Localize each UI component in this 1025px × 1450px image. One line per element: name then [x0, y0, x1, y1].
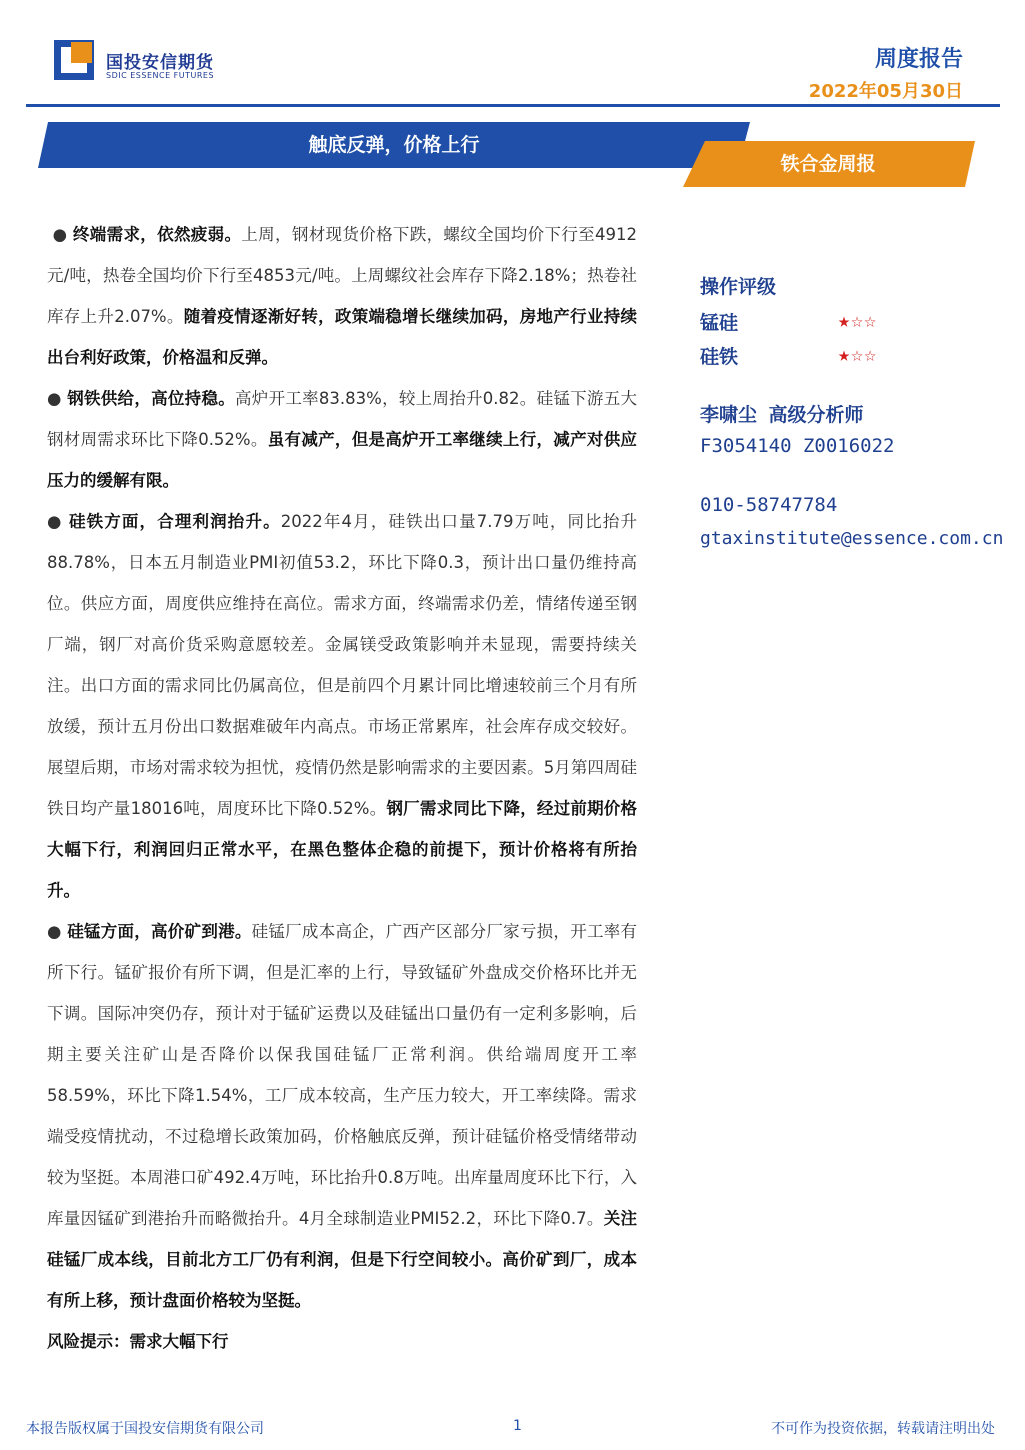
paragraph-heading: 钢铁供给，高位持稳。	[67, 389, 236, 408]
footer-copyright: 本报告版权属于国投安信期货有限公司	[26, 1421, 264, 1437]
header-divider	[26, 104, 1000, 107]
paragraph-conclusion: 虽有减产，但是高炉开工率继续上行，减产对供应压力的缓解有限。	[47, 430, 638, 490]
paragraph-heading: 终端需求，依然疲弱。	[72, 225, 242, 244]
footer-disclaimer: 不可作为投资依据，转载请注明出处	[771, 1421, 995, 1437]
report-title: 触底反弹，价格上行	[308, 134, 480, 156]
rating-name-fesi: 硅铁	[700, 346, 739, 368]
paragraph-text: 硅锰厂成本高企，广西产区部分厂家亏损，开工率有所下行。锰矿报价有所下调，但是汇率的上行，导致锰矿外盘成交价格环比并无下调。国际冲突仍存，预计对于锰矿运费以及硅锰出口量仍有一定利多影响，后期主要关注矿山是否降价以保我国硅锰厂正常利润。供给端周度开工率58.59%，环比下降1.54%，工厂成本较高，生产压力较大，开工率续降。需求端受疫情扰动，不过稳增长政策加码，价格触底反弹，预计硅锰价格受情绪带动较为坚挺。本周港口矿492.4万吨，环比抬升0.8万吨。出库量周度环比下行，入库量因锰矿到港抬升而略微抬升。4月全球制造业PMI52.2，环比下降0.7。	[47, 922, 637, 1228]
logo-text-en: SDIC ESSENCE FUTURES	[106, 71, 215, 80]
report-body	[47, 214, 637, 1362]
contact-phone: 010-58747784	[700, 494, 838, 516]
report-category: 铁合金周报	[780, 153, 876, 175]
report-date: 2022年05月30日	[808, 81, 963, 102]
paragraph-conclusion: 关注硅锰厂成本线，目前北方工厂仍有利润，但是下行空间较小。高价矿到厂，成本有所上移，预计盘面价格较为坚挺。	[47, 1209, 638, 1310]
rating-title: 操作评级	[700, 276, 777, 298]
paragraph-heading: 硅锰方面，高价矿到港。	[67, 922, 252, 941]
bullet: ●	[47, 512, 69, 531]
page-number: 1	[513, 1418, 522, 1434]
bullet: ●	[47, 922, 68, 941]
paragraph-demand	[47, 214, 637, 378]
bullet: ●	[47, 389, 68, 408]
bullet: ●	[52, 225, 73, 244]
logo-mark-icon	[54, 40, 94, 80]
company-logo	[54, 40, 234, 88]
risk-warning: 风险提示：需求大幅下行	[47, 1332, 229, 1351]
report-type: 周度报告	[874, 47, 963, 72]
paragraph-supply	[47, 378, 637, 501]
paragraph-heading: 硅铁方面，合理利润抬升。	[68, 512, 281, 531]
rating-name-simn: 锰硅	[700, 312, 739, 334]
paragraph-conclusion: 随着疫情逐渐好转，政策端稳增长继续加码，房地产行业持续出台利好政策，价格温和反弹。	[47, 307, 638, 367]
paragraph-ferrosilicon	[47, 501, 637, 911]
rating-stars-fesi: ★☆☆	[838, 342, 878, 366]
paragraph-text: 2022年4月，硅铁出口量7.79万吨，同比抬升88.78%，日本五月制造业PMI初值53.2，环比下降0.3，预计出口量仍维持高位。供应方面，周度供应维持在高位。需求方面，终端需求仍差，情绪传递至钢厂端，钢厂对高价货采购意愿较差。金属镁受政策影响并未显现，需要持续关注。出口方面的需求同比仍属高位，但是前四个月累计同比增速较前三个月有所放缓，预计五月份出口数据难破年内高点。市场正常累库，社会库存成交较好。展望后期，市场对需求较为担忧，疫情仍然是影响需求的主要因素。5月第四周硅铁日均产量18016吨，周度环比下降0.52%。	[47, 512, 638, 818]
paragraph-conclusion: 钢厂需求同比下降，经过前期价格大幅下行，利润回归正常水平，在黑色整体企稳的前提下，预计价格将有所抬升。	[47, 799, 638, 900]
logo-text-cn: 国投安信期货	[106, 53, 214, 73]
paragraph-silicomanganese	[47, 911, 637, 1321]
paragraph-text: 高炉开工率83.83%，较上周抬升0.82。硅锰下游五大钢材周需求环比下降0.52%。	[47, 389, 637, 449]
rating-stars-simn: ★☆☆	[838, 308, 878, 332]
contact-email[interactable]: gtaxinstitute@essence.com.cn	[700, 528, 1004, 549]
analyst-license: F3054140 Z0016022	[700, 435, 895, 457]
paragraph-text: 上周，钢材现货价格下跌，螺纹全国均价下行至4912元/吨，热卷全国均价下行至4853元/吨。上周螺纹社会库存下降2.18%；热卷社库存上升2.07%。	[47, 225, 637, 326]
analyst-name: 李啸尘 高级分析师	[700, 404, 864, 426]
